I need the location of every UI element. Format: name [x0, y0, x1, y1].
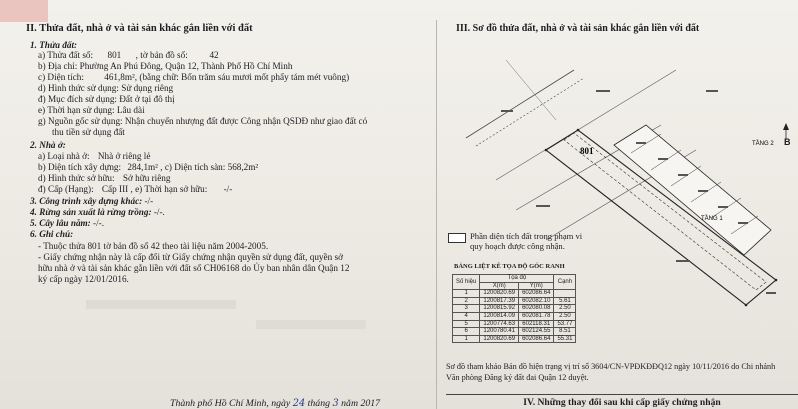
floor1-label: TẦNG 1	[701, 216, 723, 222]
address-line: b) Địa chỉ: Phường An Phú Đông, Quận 12, Thành Phố Hồ Chí Minh	[38, 61, 293, 71]
table-row	[453, 290, 576, 298]
table-row	[453, 335, 576, 343]
table-row	[453, 305, 576, 313]
note-2a: - Giấy chứng nhận này là cấp đổi từ Giấy chứng nhận quyền sử dụng đất, quyền sở	[38, 252, 343, 262]
legend-text: Phần diện tích đất trong phạm vi quy hoạch được công nhận.	[470, 231, 583, 251]
cell-no: 1	[453, 290, 480, 298]
section4-title: IV. Những thay đổi sau khi cấp giấy chứng nhận	[446, 394, 798, 409]
cell-y: 602086.64	[519, 290, 554, 298]
cell-y: 602124.55	[519, 328, 554, 336]
neighbor-boundary	[506, 60, 556, 120]
cell-x: 1200820.69	[480, 290, 519, 298]
cell-no: 1	[453, 335, 480, 343]
cell-x: 1200820.69	[480, 335, 519, 343]
note-2c: ký cấp ngày 12/01/2016.	[38, 274, 129, 284]
legend-swatch	[448, 233, 466, 243]
table-row	[453, 328, 576, 336]
cell-no: 4	[453, 312, 480, 320]
ownership-line: d) Hình thức sở hữu: Sở hữu riêng	[38, 173, 171, 183]
col-edge: Cạnh	[554, 275, 576, 290]
col-x: X(m)	[480, 282, 519, 290]
cell-x: 1200815.92	[480, 305, 519, 313]
term-line: e) Thời hạn sử dụng: Lâu dài	[38, 105, 145, 115]
cell-edge: 2.50	[554, 305, 576, 313]
floor2-label: TẦNG 2	[752, 141, 774, 147]
column-divider	[436, 20, 437, 409]
issue-month: 3	[332, 398, 339, 409]
cell-no: 5	[453, 320, 480, 328]
cell-y: 602080.08	[519, 305, 554, 313]
smudge	[256, 320, 366, 329]
diagram-note: Sơ đồ tham khảo Bản đồ hiện trạng vị trí số 3604/CN-VPĐKĐĐQ12 ngày 10/11/2016 do Chi nhánh Văn phòng Đăng ký đất đai Quận 12 duyệt.	[446, 362, 776, 382]
coord-table	[452, 274, 576, 343]
table-row	[453, 320, 576, 328]
cell-edge: 55.31	[554, 335, 576, 343]
north-arrowhead	[783, 123, 789, 130]
issue-date-line: Thành phố Hồ Chí Minh, ngày 24 tháng 3 năm 2017	[170, 398, 381, 409]
other-construction-line: 3. Công trình xây dựng khác: -/-	[30, 196, 154, 206]
cell-no: 2	[453, 297, 480, 305]
cell-x: 1200814.09	[480, 312, 519, 320]
cell-no: 6	[453, 328, 480, 336]
cell-no: 3	[453, 305, 480, 313]
notes-heading: 6. Ghi chú:	[30, 229, 74, 239]
house-type-line: a) Loại nhà ở: Nhà ở riêng lẻ	[38, 151, 151, 161]
cell-edge: 5.61	[554, 297, 576, 305]
cell-edge	[554, 290, 576, 298]
origin-line-2: thu tiền sử dụng đất	[52, 127, 125, 137]
road-edge	[466, 70, 574, 138]
purpose-line: đ) Mục đích sử dụng: Đất ở tại đô thị	[38, 94, 175, 104]
cell-y: 602086.64	[519, 335, 554, 343]
cell-y: 602081.78	[519, 312, 554, 320]
col-y: Y(m)	[519, 282, 554, 290]
building-footprint	[614, 125, 771, 255]
note-2b: hữu nhà ở và tài sản khác gắn liền với đất số CH06168 do Ủy ban nhân dân Quận 12	[38, 263, 350, 273]
north-label: B	[784, 137, 791, 147]
cell-edge: 2.50	[554, 312, 576, 320]
smudge	[86, 300, 236, 309]
house-heading: 2. Nhà ở:	[30, 140, 66, 150]
parcel-label: 801	[580, 146, 594, 156]
cell-x: 1200780.41	[480, 328, 519, 336]
issue-day: 24	[292, 398, 306, 409]
parcel-line: a) Thửa đất số: 801 , tờ bản đồ số: 42	[38, 50, 238, 61]
origin-line: g) Nguồn gốc sử dụng: Nhận chuyển nhượng đất được Công nhận QSDĐ như giao đất có	[38, 116, 368, 126]
build-area-line: b) Diện tích xây dựng: 284,1m² , c) Diện tích sàn: 568,2m²	[38, 162, 259, 172]
cell-x: 1200817.39	[480, 297, 519, 305]
perennial-line: 5. Cây lâu năm: -/-.	[30, 218, 105, 228]
col-point: Số hiệu	[453, 275, 480, 290]
use-form-line: d) Hình thức sử dụng: Sử dụng riêng	[38, 83, 174, 93]
forest-line: 4. Rừng sản xuất là rừng trồng: -/-.	[30, 207, 165, 217]
cell-y: 602082.10	[519, 297, 554, 305]
section2-title: II. Thửa đất, nhà ở và tài sản khác gắn liền với đất	[26, 23, 253, 34]
parcel-number: 801	[107, 50, 122, 60]
grade-line: đ) Cấp (Hạng): Cấp III , e) Thời hạn sở hữu: -/-	[38, 184, 233, 194]
coord-table-title: BẢNG LIỆT KÊ TỌA ĐỘ GÓC RANH	[454, 263, 565, 270]
sheet-number: 42	[209, 50, 219, 60]
cell-edge: 53.77	[554, 320, 576, 328]
table-row	[453, 297, 576, 305]
col-coords: Tọa độ	[480, 275, 554, 283]
cell-y: 602118.31	[519, 320, 554, 328]
area-line: c) Diện tích: 461,8m², (bằng chữ: Bốn trăm sáu mươi mốt phẩy tám mét vuông)	[38, 72, 350, 82]
cell-x: 1200774.63	[480, 320, 519, 328]
section-diagram	[446, 0, 798, 409]
section3-title: III. Sơ đồ thửa đất, nhà ở và tài sản khác gắn liền với đất	[456, 23, 700, 34]
cell-edge: 8.51	[554, 328, 576, 336]
section-land-info	[26, 0, 426, 409]
land-heading: 1. Thửa đất:	[30, 40, 78, 50]
table-row	[453, 312, 576, 320]
note-1: - Thuộc thửa 801 tờ bản đồ số 42 theo tài liệu năm 2004-2005.	[38, 241, 269, 251]
